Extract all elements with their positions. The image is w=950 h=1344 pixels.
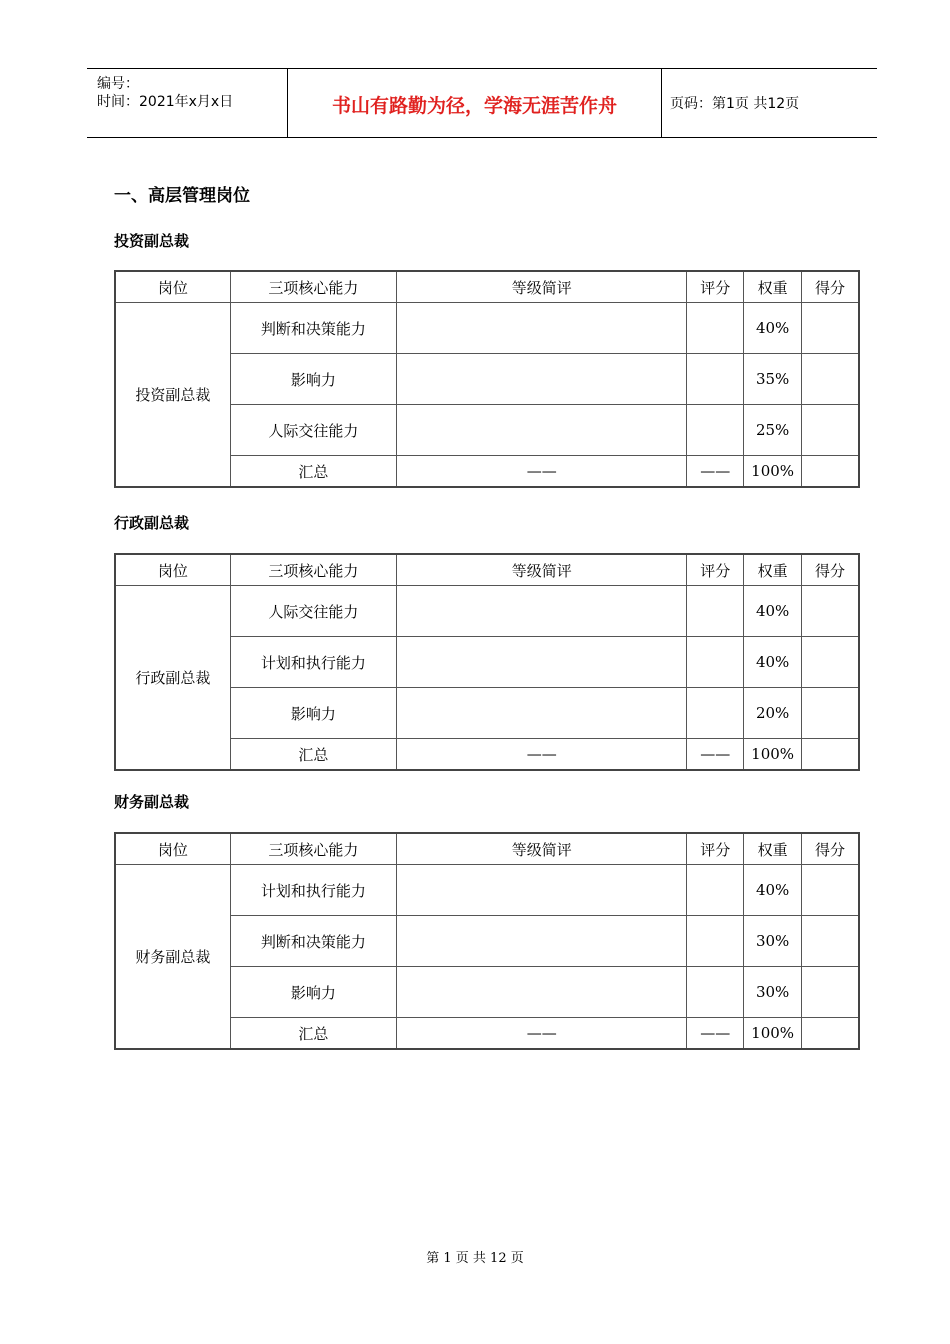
header-page-cell — [662, 69, 877, 137]
page-footer: 第 1 页 共 12 页 — [426, 1251, 524, 1266]
result-cell[interactable] — [802, 1018, 858, 1048]
score-cell[interactable] — [687, 354, 744, 405]
doc-time-label: 时间：2021年x月x日 — [97, 94, 234, 110]
result-cell[interactable] — [802, 637, 858, 688]
position-cell: 行政副总裁 — [116, 586, 231, 769]
col-header: 得分 — [802, 834, 858, 865]
score-cell[interactable] — [687, 405, 744, 456]
position-cell: 财务副总裁 — [116, 865, 231, 1048]
summary-label: 汇总 — [231, 456, 397, 486]
comment-cell[interactable] — [397, 865, 687, 916]
table-header-row — [116, 272, 858, 303]
weight-cell: 40% — [744, 586, 802, 637]
weight-cell: 20% — [744, 688, 802, 739]
evaluation-table — [114, 270, 860, 488]
weight-cell: 40% — [744, 865, 802, 916]
doc-number-label: 编号： — [97, 76, 139, 92]
ability-cell: 影响力 — [231, 354, 397, 405]
table-header-row — [116, 834, 858, 865]
col-header: 评分 — [687, 555, 744, 586]
summary-weight: 100% — [744, 456, 802, 486]
table-title: 投资副总裁 — [114, 232, 190, 250]
col-header: 权重 — [744, 834, 802, 865]
ability-cell: 影响力 — [231, 688, 397, 739]
dash-cell: —— — [397, 1018, 687, 1048]
dash-cell: —— — [687, 1018, 744, 1048]
col-header: 岗位 — [116, 272, 231, 303]
result-cell[interactable] — [802, 967, 858, 1018]
comment-cell[interactable] — [397, 586, 687, 637]
weight-cell: 35% — [744, 354, 802, 405]
result-cell[interactable] — [802, 405, 858, 456]
dash-cell: —— — [687, 456, 744, 486]
weight-cell: 30% — [744, 916, 802, 967]
ability-cell: 计划和执行能力 — [231, 637, 397, 688]
page-number-label: 页码：第1页 共12页 — [670, 96, 800, 112]
page-header — [87, 68, 877, 138]
score-cell[interactable] — [687, 916, 744, 967]
col-header: 评分 — [687, 834, 744, 865]
score-cell[interactable] — [687, 637, 744, 688]
ability-cell: 影响力 — [231, 967, 397, 1018]
summary-label: 汇总 — [231, 1018, 397, 1048]
col-header: 等级简评 — [397, 555, 687, 586]
summary-label: 汇总 — [231, 739, 397, 769]
table-row — [116, 865, 858, 916]
ability-cell: 人际交往能力 — [231, 405, 397, 456]
score-cell[interactable] — [687, 967, 744, 1018]
score-cell[interactable] — [687, 586, 744, 637]
position-cell: 投资副总裁 — [116, 303, 231, 486]
dash-cell: —— — [687, 739, 744, 769]
col-header: 权重 — [744, 555, 802, 586]
comment-cell[interactable] — [397, 405, 687, 456]
section-title: 一、高层管理岗位 — [114, 186, 250, 206]
col-header: 三项核心能力 — [231, 272, 397, 303]
col-header: 三项核心能力 — [231, 555, 397, 586]
motto-text: 书山有路勤为径，学海无涯苦作舟 — [331, 95, 617, 117]
col-header: 权重 — [744, 272, 802, 303]
ability-cell: 人际交往能力 — [231, 586, 397, 637]
table-row — [116, 303, 858, 354]
header-meta — [87, 69, 287, 137]
col-header: 评分 — [687, 272, 744, 303]
result-cell[interactable] — [802, 916, 858, 967]
table-header-row — [116, 555, 858, 586]
result-cell[interactable] — [802, 865, 858, 916]
ability-cell: 计划和执行能力 — [231, 865, 397, 916]
table-title: 行政副总裁 — [114, 514, 190, 532]
evaluation-table — [114, 553, 860, 771]
ability-cell: 判断和决策能力 — [231, 916, 397, 967]
comment-cell[interactable] — [397, 916, 687, 967]
table-row — [116, 586, 858, 637]
col-header: 等级简评 — [397, 272, 687, 303]
dash-cell: —— — [397, 456, 687, 486]
col-header: 得分 — [802, 272, 858, 303]
score-cell[interactable] — [687, 688, 744, 739]
summary-weight: 100% — [744, 1018, 802, 1048]
weight-cell: 40% — [744, 303, 802, 354]
result-cell[interactable] — [802, 456, 858, 486]
comment-cell[interactable] — [397, 967, 687, 1018]
comment-cell[interactable] — [397, 354, 687, 405]
score-cell[interactable] — [687, 303, 744, 354]
comment-cell[interactable] — [397, 688, 687, 739]
dash-cell: —— — [397, 739, 687, 769]
comment-cell[interactable] — [397, 303, 687, 354]
result-cell[interactable] — [802, 354, 858, 405]
header-motto-cell — [287, 69, 662, 137]
evaluation-table — [114, 832, 860, 1050]
summary-weight: 100% — [744, 739, 802, 769]
col-header: 岗位 — [116, 834, 231, 865]
col-header: 等级简评 — [397, 834, 687, 865]
result-cell[interactable] — [802, 586, 858, 637]
ability-cell: 判断和决策能力 — [231, 303, 397, 354]
result-cell[interactable] — [802, 303, 858, 354]
col-header: 岗位 — [116, 555, 231, 586]
col-header: 得分 — [802, 555, 858, 586]
comment-cell[interactable] — [397, 637, 687, 688]
result-cell[interactable] — [802, 688, 858, 739]
result-cell[interactable] — [802, 739, 858, 769]
weight-cell: 30% — [744, 967, 802, 1018]
score-cell[interactable] — [687, 865, 744, 916]
weight-cell: 40% — [744, 637, 802, 688]
col-header: 三项核心能力 — [231, 834, 397, 865]
weight-cell: 25% — [744, 405, 802, 456]
table-title: 财务副总裁 — [114, 793, 190, 811]
